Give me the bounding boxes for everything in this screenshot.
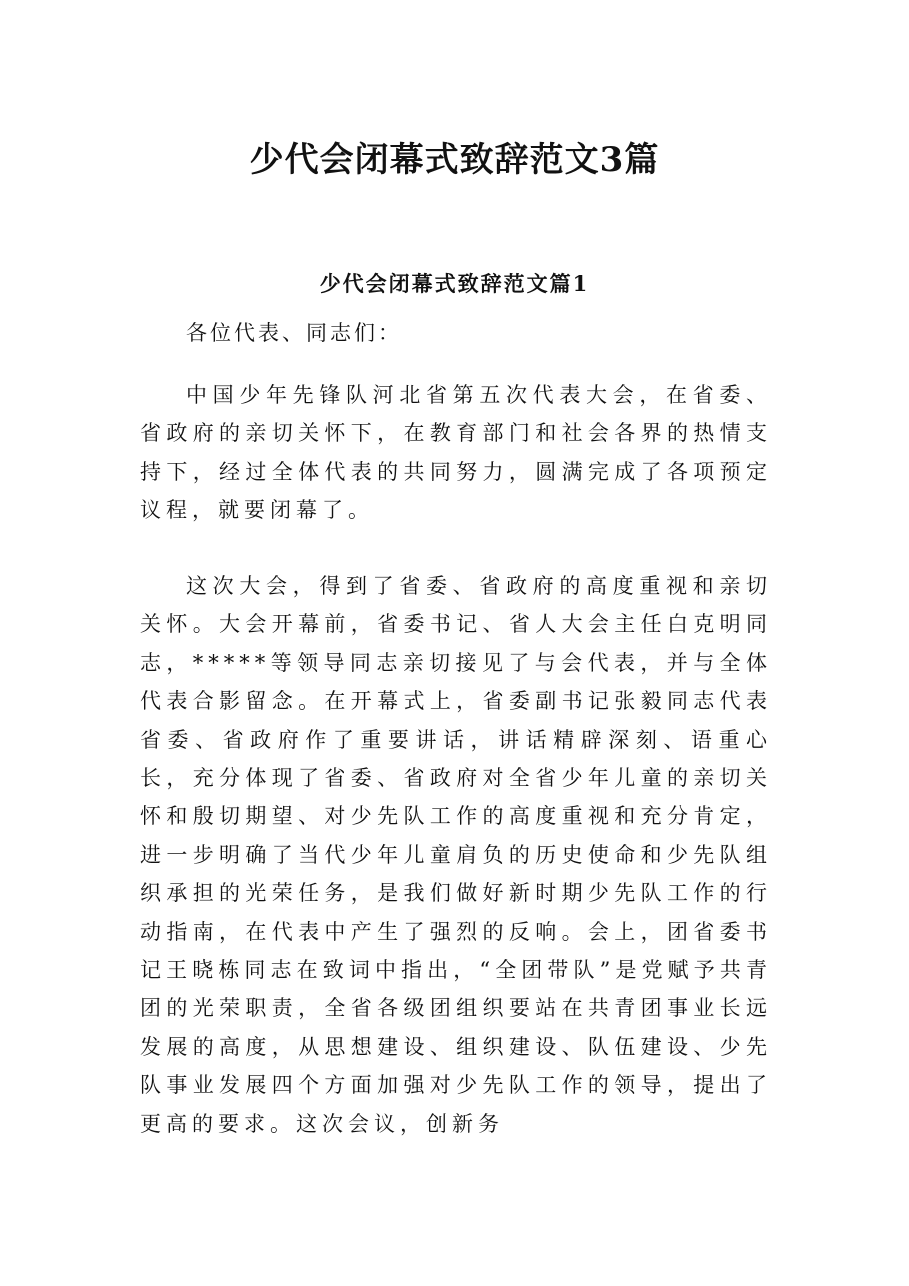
paragraph-2: 这次大会，得到了省委、省政府的高度重视和亲切关怀。大会开幕前，省委书记、省人大会主任白克明同志，*****等领导同志亲切接见了与会代表，并与全体代表合影留念。在开幕式上，省委副书记张毅同志代表省委、省政府作了重要讲话，讲话精辟深刻、语重心长，充分体现了省委、省政府对全省少年儿童的亲切关怀和殷切期望、对少先队工作的高度重视和充分肯定，进一步明确了当代少年儿童肩负的历史使命和少先队组织承担的光荣任务，是我们做好新时期少先队工作的行动指南，在代表中产生了强烈的反响。会上，团省委书记王晓栋同志在致词中指出，“全团带队”是党赋予共青团的光荣职责，全省各级团组织要站在共青团事业长远发展的高度，从思想建设、组织建设、队伍建设、少先队事业发展四个方面加强对少先队工作的领导，提出了更高的要求。这次会议，创新务 bbox=[140, 574, 772, 1136]
paragraph-1: 中国少年先锋队河北省第五次代表大会，在省委、省政府的亲切关怀下，在教育部门和社会各界的热情支持下，经过全体代表的共同努力，圆满完成了各项预定议程，就要闭幕了。 bbox=[140, 383, 772, 523]
section-heading: 少代会闭幕式致辞范文篇1 bbox=[319, 271, 590, 296]
salutation: 各位代表、同志们： bbox=[186, 321, 402, 345]
document-title: 少代会闭幕式致辞范文3篇 bbox=[249, 140, 660, 180]
